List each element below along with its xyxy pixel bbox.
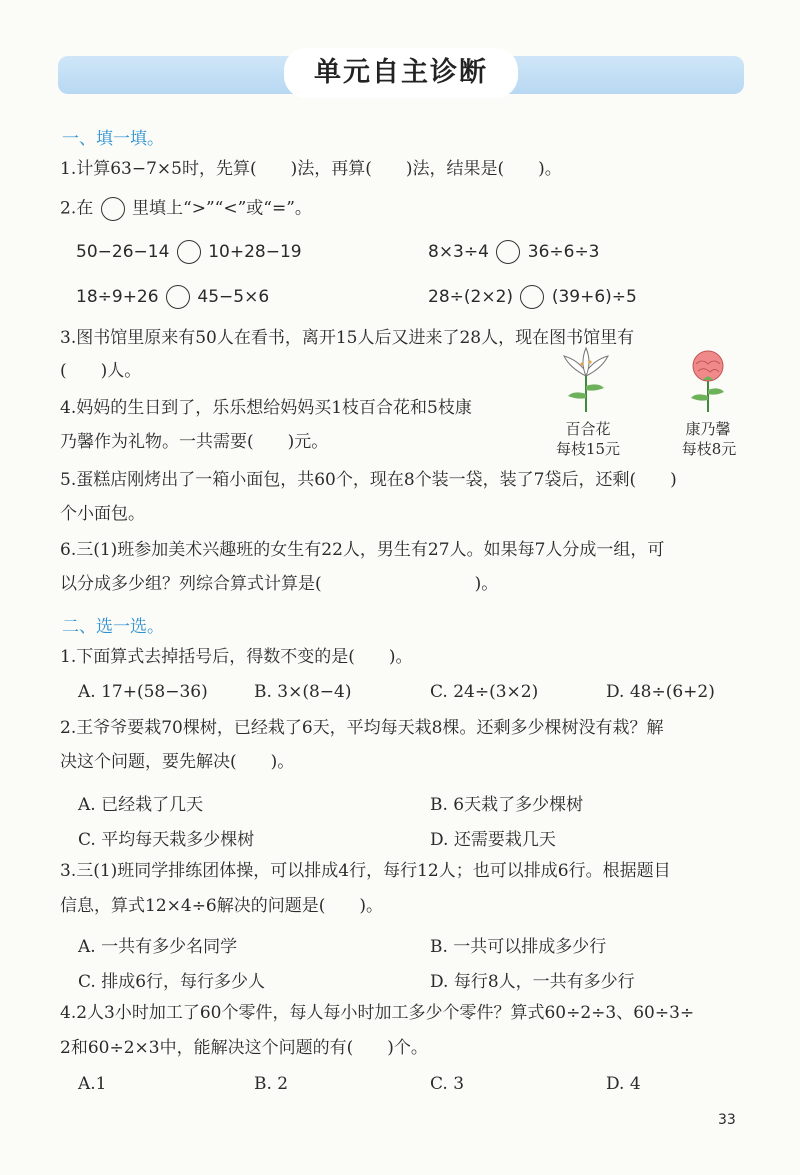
fill-question-1: 1.计算63−7×5时，先算( )法，再算( )法，结果是( )。 <box>60 159 562 179</box>
compare-right-3: 45−5×6 <box>197 287 270 307</box>
choose-1-option-d: D. 48÷(6+2) <box>606 682 715 702</box>
choose-question-1: 1.下面算式去掉括号后，得数不变的是( )。 <box>60 647 413 667</box>
fill-question-3-line1: 3.图书馆里原来有50人在看书，离开15人后又进来了28人，现在图书馆里有 <box>60 328 635 348</box>
choose-question-3-line2: 信息，算式12×4÷6解决的问题是( )。 <box>60 896 384 916</box>
fill-question-2 <box>60 197 312 221</box>
compare-circle-icon <box>496 240 520 264</box>
compare-left-4: 28÷(2×2) <box>428 287 514 307</box>
page-number: 33 <box>718 1112 736 1128</box>
choose-question-4-line1: 4.2人3小时加工了60个零件，每人每小时加工多少个零件？算式60÷2÷3、60÷3÷ <box>60 1003 695 1023</box>
carnation-price: 每枝8元 <box>681 440 737 458</box>
fill-question-5-line2: 个小面包。 <box>60 504 145 524</box>
fill-question-2-prefix: 2.在 <box>60 198 94 219</box>
compare-right-2: 36÷6÷3 <box>527 242 600 262</box>
choose-3-option-a: A. 一共有多少名同学 <box>78 937 238 957</box>
choose-2-option-d: D. 还需要栽几天 <box>430 830 556 850</box>
choose-3-option-b: B. 一共可以排成多少行 <box>430 937 607 957</box>
lily-flower-icon <box>560 346 612 414</box>
choose-4-option-c: C. 3 <box>430 1074 465 1094</box>
compare-circle-icon <box>177 240 201 264</box>
compare-left-2: 8×3÷4 <box>428 242 489 262</box>
compare-left-1: 50−26−14 <box>76 242 170 262</box>
compare-expression-2 <box>428 240 600 264</box>
fill-question-6-line1: 6.三(1)班参加美术兴趣班的女生有22人，男生有27人。如果每7人分成一组，可 <box>60 540 665 560</box>
fill-question-4-line1: 4.妈妈的生日到了，乐乐想给妈妈买1枝百合花和5枝康 <box>60 398 472 418</box>
fill-question-5-line1: 5.蛋糕店刚烤出了一箱小面包，共60个，现在8个装一袋，装了7袋后，还剩( ) <box>60 470 677 490</box>
compare-right-1: 10+28−19 <box>208 242 302 262</box>
compare-circle-icon <box>101 197 125 221</box>
choose-question-4-line2: 2和60÷2×3中，能解决这个问题的有( )个。 <box>60 1038 428 1058</box>
lily-price: 每枝15元 <box>555 440 621 458</box>
fill-question-4-line2: 乃馨作为礼物。一共需要( )元。 <box>60 432 329 452</box>
fill-question-3-line2: ( )人。 <box>60 361 142 381</box>
section-heading-fill: 一、填一填。 <box>62 129 164 149</box>
compare-left-3: 18÷9+26 <box>76 287 159 307</box>
compare-circle-icon <box>166 285 190 309</box>
choose-3-option-d: D. 每行8人，一共有多少行 <box>430 972 635 992</box>
choose-2-option-c: C. 平均每天栽多少棵树 <box>78 830 255 850</box>
choose-1-option-a: A. 17+(58−36) <box>78 682 208 702</box>
compare-expression-3 <box>76 285 269 309</box>
compare-expression-1 <box>76 240 302 264</box>
carnation-flower-icon <box>682 346 734 414</box>
choose-question-3-line1: 3.三(1)班同学排练团体操，可以排成4行，每行12人；也可以排成6行。根据题目 <box>60 861 671 881</box>
choose-2-option-a: A. 已经栽了几天 <box>78 795 204 815</box>
section-heading-choose: 二、选一选。 <box>62 617 164 637</box>
choose-4-option-b: B. 2 <box>254 1074 289 1094</box>
lily-name: 百合花 <box>565 420 611 438</box>
choose-question-2-line1: 2.王爷爷要栽70棵树，已经栽了6天，平均每天栽8棵。还剩多少棵树没有栽？解 <box>60 718 664 738</box>
compare-right-4: (39+6)÷5 <box>551 287 637 307</box>
compare-circle-icon <box>520 285 544 309</box>
choose-4-option-a: A.1 <box>78 1074 107 1094</box>
compare-expression-4 <box>428 285 637 309</box>
title-banner <box>58 56 744 94</box>
fill-question-2-suffix: 里填上“>”“<”或“=”。 <box>132 198 312 219</box>
choose-1-option-b: B. 3×(8−4) <box>254 682 352 702</box>
choose-question-2-line2: 决这个问题，要先解决( )。 <box>60 752 295 772</box>
choose-2-option-b: B. 6天栽了多少棵树 <box>430 795 584 815</box>
page-title: 单元自主诊断 <box>284 48 518 98</box>
carnation-name: 康乃馨 <box>685 420 731 438</box>
choose-1-option-c: C. 24÷(3×2) <box>430 682 539 702</box>
choose-3-option-c: C. 排成6行，每行多少人 <box>78 972 266 992</box>
choose-4-option-d: D. 4 <box>606 1074 641 1094</box>
fill-question-6-line2: 以分成多少组？列综合算式计算是( )。 <box>60 574 499 594</box>
